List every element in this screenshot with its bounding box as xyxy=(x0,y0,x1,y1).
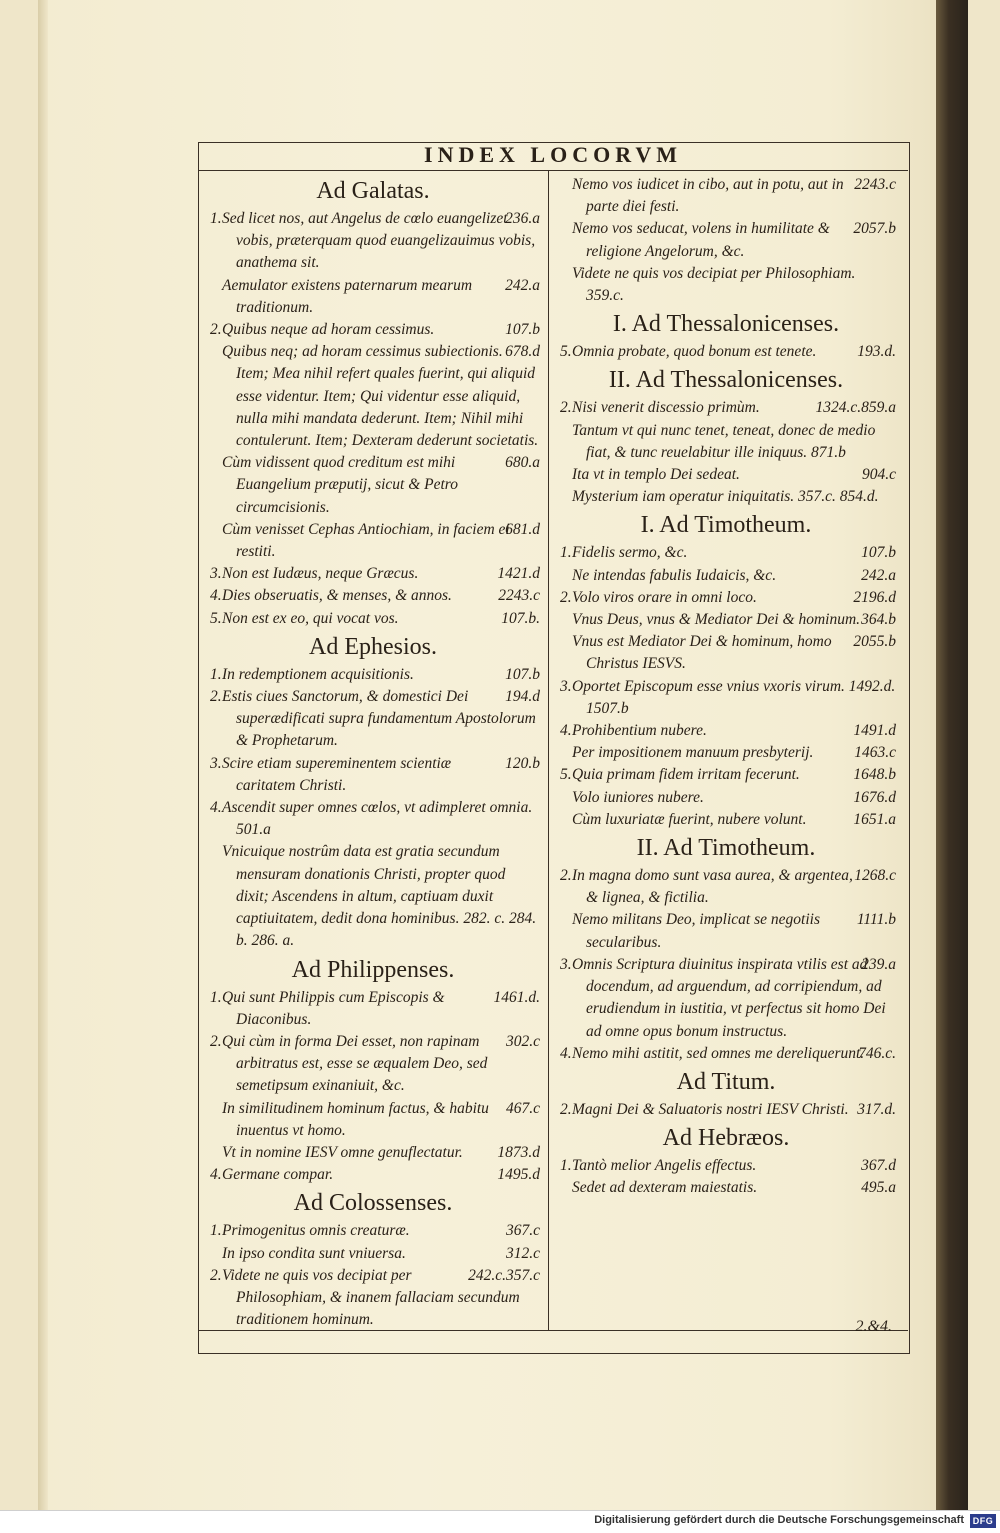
index-entry xyxy=(556,865,896,909)
chapter-number: 4. xyxy=(210,587,222,605)
entry-text: Nemo mihi astitit, sed omnes me dereliquerunt. xyxy=(572,1044,865,1062)
entry-text: Tantum vt qui nunc tenet, teneat, donec de medio fiat, & tunc reuelabitur ille iniquus. 871.b xyxy=(572,421,876,461)
entry-text: Magni Dei & Saluatoris nostri IESV Christi. xyxy=(572,1100,849,1118)
page-reference: 312.c xyxy=(505,1244,540,1262)
index-entry xyxy=(556,631,896,675)
page-reference: 1268.c xyxy=(854,867,896,885)
page-reference: 364.b xyxy=(861,611,896,629)
page-reference: 239.a xyxy=(861,955,896,973)
section-heading: I. Ad Timotheum. xyxy=(640,512,812,539)
index-entry xyxy=(556,742,896,764)
index-entry xyxy=(206,563,540,585)
section-heading: Ad Titum. xyxy=(676,1068,776,1095)
page-reference: 367.c xyxy=(505,1222,540,1240)
entry-text: Qui sunt Philippis cum Episcopis & Diaconibus. xyxy=(222,988,445,1028)
entry-text: Quia primam fidem irritam fecerunt. xyxy=(572,766,800,784)
entry-text: Sedet ad dexteram maiestatis. xyxy=(572,1179,758,1197)
index-entry xyxy=(206,341,540,452)
entry-text: Germane compar. xyxy=(222,1166,334,1184)
entry-text: Mysterium iam operatur iniquitatis. 357.c. 854.d. xyxy=(572,488,879,506)
chapter-number: 4. xyxy=(560,722,572,740)
entry-text: Omnia probate, quod bonum est tenete. xyxy=(572,343,817,361)
index-entry xyxy=(556,1155,896,1177)
page-reference: 1463.c xyxy=(854,744,896,762)
index-entry xyxy=(206,1243,540,1265)
entry-text: Nemo militans Deo, implicat se negotiis secularibus. xyxy=(572,911,820,951)
chapter-number: 2. xyxy=(210,1266,222,1284)
index-entry xyxy=(206,797,540,841)
chapter-number: 2. xyxy=(560,867,572,885)
entry-text: In redemptionem acquisitionis. xyxy=(222,665,414,683)
index-entry xyxy=(206,452,540,519)
entry-text: Quibus neque ad horam cessimus. xyxy=(222,321,435,339)
entry-text: Qui cùm in forma Dei esset, non rapinam arbitratus est, esse se æqualem Deo, sed semetipsum exinaniuit, &c. xyxy=(222,1032,488,1095)
page-reference: 678.d xyxy=(505,343,540,361)
page-reference: 2057.b xyxy=(853,220,896,238)
chapter-number: 3. xyxy=(210,565,222,583)
entry-text: Vnus Deus, vnus & Mediator Dei & hominum. xyxy=(572,611,861,629)
page-reference: 904.c xyxy=(861,466,896,484)
entry-text: Vt in nomine IESV omne genuflectatur. xyxy=(222,1143,463,1161)
index-entry xyxy=(556,1043,896,1065)
page-reference: 746.c. xyxy=(858,1044,896,1062)
entry-text: In magna domo sunt vasa aurea, & argentea, & lignea, & fictilia. xyxy=(572,867,853,907)
column-rule xyxy=(548,170,549,1330)
page-reference: 1491.d xyxy=(853,722,896,740)
chapter-number: 5. xyxy=(560,766,572,784)
running-head: INDEX LOCORVM xyxy=(424,142,682,167)
page-reference: 193.d. xyxy=(857,343,896,361)
page-reference: 242.a xyxy=(861,566,896,584)
chapter-number: 2. xyxy=(560,399,572,417)
index-entry xyxy=(206,275,540,319)
entry-text: Volo viros orare in omni loco. xyxy=(572,588,757,606)
entry-text: Per impositionem manuum presbyterij. xyxy=(572,744,814,762)
entry-text: Dies obseruatis, & menses, & annos. xyxy=(222,587,452,605)
index-entry xyxy=(556,809,896,831)
page-edge-dark xyxy=(936,0,968,1510)
entry-text: Aemulator existens paternarum mearum traditionum. xyxy=(222,276,473,316)
chapter-number: 5. xyxy=(210,609,222,627)
index-entry xyxy=(206,208,540,275)
index-entry xyxy=(206,1265,540,1332)
index-entry xyxy=(206,1142,540,1164)
chapter-number: 1. xyxy=(560,544,572,562)
index-entry xyxy=(556,1177,896,1199)
entry-text: Estis ciues Sanctorum, & domestici Dei superædificati supra fundamentum Apostolorum & Prophetarum. xyxy=(222,688,536,750)
funding-credit: Digitalisierung gefördert durch die Deutsche Forschungsgemeinschaft xyxy=(594,1514,964,1526)
page-reference: 2243.c xyxy=(854,176,896,193)
entry-text: Vnicuique nostrûm data est gratia secundum mensuram donationis Christi, propter quod dixit; Ascendens in altum, captiuam duxit captiuitatem, dedit dona hominibus. 282. c. 284. b. 286. a. xyxy=(222,843,537,950)
section-heading: II. Ad Thessalonicenses. xyxy=(608,367,844,394)
index-entry xyxy=(206,1220,540,1242)
index-entry xyxy=(556,954,896,1043)
chapter-number: 3. xyxy=(560,677,572,695)
chapter-number: 1. xyxy=(560,1157,572,1175)
chapter-number: 3. xyxy=(210,754,222,772)
page-reference: 107.b. xyxy=(501,609,540,627)
index-entry xyxy=(556,263,896,307)
index-entry xyxy=(556,464,896,486)
page-reference: 681.d xyxy=(505,520,540,538)
page-reference: 495.a xyxy=(861,1179,896,1197)
page-reference: 107.b xyxy=(505,321,540,339)
entry-text: Cùm venisset Cephas Antiochiam, in faciem ei restiti. xyxy=(222,520,510,561)
chapter-number: 1. xyxy=(210,1222,222,1240)
index-entry xyxy=(556,676,896,720)
entry-text: Tantò melior Angelis effectus. xyxy=(572,1157,757,1175)
head-rule xyxy=(198,170,908,171)
index-entry xyxy=(206,753,540,797)
page-reference: 1461.d. xyxy=(493,988,540,1006)
entry-text: Primogenitus omnis creaturæ. xyxy=(222,1222,410,1240)
index-entry xyxy=(206,1164,540,1186)
page-reference: 467.c xyxy=(505,1099,540,1117)
chapter-number: 2. xyxy=(210,688,222,706)
page-reference: 1421.d xyxy=(497,565,540,583)
entry-text: Volo iuniores nubere. xyxy=(572,788,704,806)
entry-text: Videte ne quis vos decipiat per Philosophiam. 359.c. xyxy=(572,264,856,305)
right-column xyxy=(556,174,896,1200)
page-reference: 1111.b xyxy=(856,911,896,929)
page-reference: 1676.d xyxy=(853,788,896,806)
index-entry xyxy=(206,841,540,952)
page-reference: 1324.c.859.a xyxy=(815,399,896,417)
chapter-number: 3. xyxy=(560,955,572,973)
page-reference: 1873.d xyxy=(497,1143,540,1161)
left-column xyxy=(206,174,540,1331)
section-heading: Ad Galatas. xyxy=(316,178,430,204)
page-reference: 242.c.357.c xyxy=(468,1266,540,1284)
page-reference: 120.b xyxy=(505,754,540,772)
entry-text: Prohibentium nubere. xyxy=(572,722,707,740)
chapter-number: 4. xyxy=(210,1166,222,1184)
page-gutter-shadow xyxy=(38,0,48,1510)
section-heading: I. Ad Thessalonicenses. xyxy=(612,311,840,338)
entry-text: Quibus neq; ad horam cessimus subiectionis. Item; Mea nihil refert quales fuerint, qui aliquid esse videntur. Item; Qui videntur esse aliquid, nulla mihi mandata dederunt. Item; Nihil mihi contulerunt. Item; Dexteram dederunt societatis. xyxy=(222,343,539,450)
index-entry xyxy=(556,486,896,508)
index-entry xyxy=(206,686,540,753)
section-heading: Ad Hebræos. xyxy=(662,1125,790,1152)
entry-text: Ascendit super omnes cœlos, vt adimpleret omnia. 501.a xyxy=(222,799,533,839)
page-reference: 242.a xyxy=(505,276,540,294)
chapter-number: 2. xyxy=(560,588,572,606)
entry-text: Nisi venerit discessio primùm. xyxy=(572,399,760,417)
page-reference: 680.a xyxy=(505,454,540,472)
index-entry xyxy=(556,218,896,262)
index-entry xyxy=(556,397,896,419)
page-reference: 302.c xyxy=(505,1032,540,1050)
entry-text: Fidelis sermo, &c. xyxy=(572,544,688,562)
page-reference: 1651.a xyxy=(853,810,896,828)
entry-text: Vnus est Mediator Dei & hominum, homo Christus IESVS. xyxy=(572,633,832,673)
page-reference: 1648.b xyxy=(853,766,896,784)
entry-text: Ne intendas fabulis Iudaicis, &c. xyxy=(572,566,777,584)
index-entry xyxy=(556,341,896,363)
entry-text: Scire etiam supereminentem scientiæ caritatem Christi. xyxy=(222,754,452,794)
page-reference: 367.d xyxy=(861,1157,896,1175)
page-reference: 107.b xyxy=(861,544,896,562)
chapter-number: 4. xyxy=(560,1044,572,1062)
chapter-number: 5. xyxy=(560,343,572,361)
index-entry xyxy=(206,1098,540,1142)
page-reference: 317.d. xyxy=(857,1100,896,1118)
entry-text: Nemo vos iudicet in cibo, aut in potu, aut in parte diei festi. xyxy=(572,176,844,216)
index-entry xyxy=(556,909,896,953)
section-heading: II. Ad Timotheum. xyxy=(636,835,816,862)
page-reference: 107.b xyxy=(505,665,540,683)
index-entry xyxy=(206,319,540,341)
chapter-number: 4. xyxy=(210,799,222,817)
section-heading: Ad Ephesios. xyxy=(309,633,437,660)
entry-text: Ita vt in templo Dei sedeat. xyxy=(572,466,740,484)
entry-text: Cùm luxuriatæ fuerint, nubere volunt. xyxy=(572,810,807,828)
entry-text: In similitudinem hominum factus, & habitu inuentus vt homo. xyxy=(222,1099,489,1139)
chapter-number: 1. xyxy=(210,210,222,227)
index-entry xyxy=(556,542,896,564)
chapter-number: 1. xyxy=(210,665,222,683)
index-entry xyxy=(206,519,540,563)
entry-text: Non est ex eo, qui vocat vos. xyxy=(222,609,399,627)
index-entry xyxy=(556,174,896,218)
entry-text: Non est Iudæus, neque Græcus. xyxy=(222,565,419,583)
section-heading: Ad Philippenses. xyxy=(291,956,455,983)
index-entry xyxy=(206,664,540,686)
digitization-footer xyxy=(0,1510,1000,1533)
index-entry xyxy=(556,787,896,809)
index-entry xyxy=(206,585,540,607)
catchword: 2.&4. xyxy=(855,1318,892,1335)
index-entry xyxy=(206,1031,540,1098)
page-reference: 194.d xyxy=(505,688,540,706)
page-reference: 2055.b xyxy=(853,633,896,651)
index-entry xyxy=(556,565,896,587)
index-entry xyxy=(556,609,896,631)
page-reference: 236.a xyxy=(505,210,540,227)
entry-text: Videte ne quis vos decipiat per Philosophiam, & inanem fallaciam secundum traditionem hominum. xyxy=(222,1266,520,1329)
index-entry xyxy=(206,608,540,630)
chapter-number: 2. xyxy=(560,1100,572,1118)
chapter-number: 1. xyxy=(210,988,222,1006)
page-reference: 1495.d xyxy=(497,1166,540,1184)
index-entry xyxy=(556,720,896,742)
entry-text: In ipso condita sunt vniuersa. xyxy=(222,1244,406,1262)
index-entry xyxy=(556,587,896,609)
entry-text: Nemo vos seducat, volens in humilitate & religione Angelorum, &c. xyxy=(572,220,830,260)
dfg-logo: DFG xyxy=(970,1514,996,1528)
chapter-number: 2. xyxy=(210,321,222,339)
page-reference: 2196.d xyxy=(853,588,896,606)
entry-text: Oportet Episcopum esse vnius vxoris virum. 1492.d. 1507.b xyxy=(572,677,896,717)
entry-text: Sed licet nos, aut Angelus de cœlo euangelizet vobis, præterquam quod euangelizauimus vobis, anathema sit. xyxy=(222,210,536,272)
index-entry xyxy=(556,420,896,464)
section-heading: Ad Colossenses. xyxy=(293,1190,453,1217)
chapter-number: 2. xyxy=(210,1032,222,1050)
entry-text: Omnis Scriptura diuinitus inspirata vtilis est ad docendum, ad arguendum, ad corripiendum, ad erudiendum in iustitia, vt perfectus sit homo Dei ad omne opus bonum instructus. xyxy=(572,955,886,1040)
index-entry xyxy=(556,1099,896,1121)
index-entry xyxy=(556,764,896,786)
entry-text: Cùm vidissent quod creditum est mihi Euangelium præputij, sicut & Petro circumcisionis. xyxy=(222,454,459,516)
page-reference: 2243.c xyxy=(498,587,540,605)
index-entry xyxy=(206,987,540,1031)
